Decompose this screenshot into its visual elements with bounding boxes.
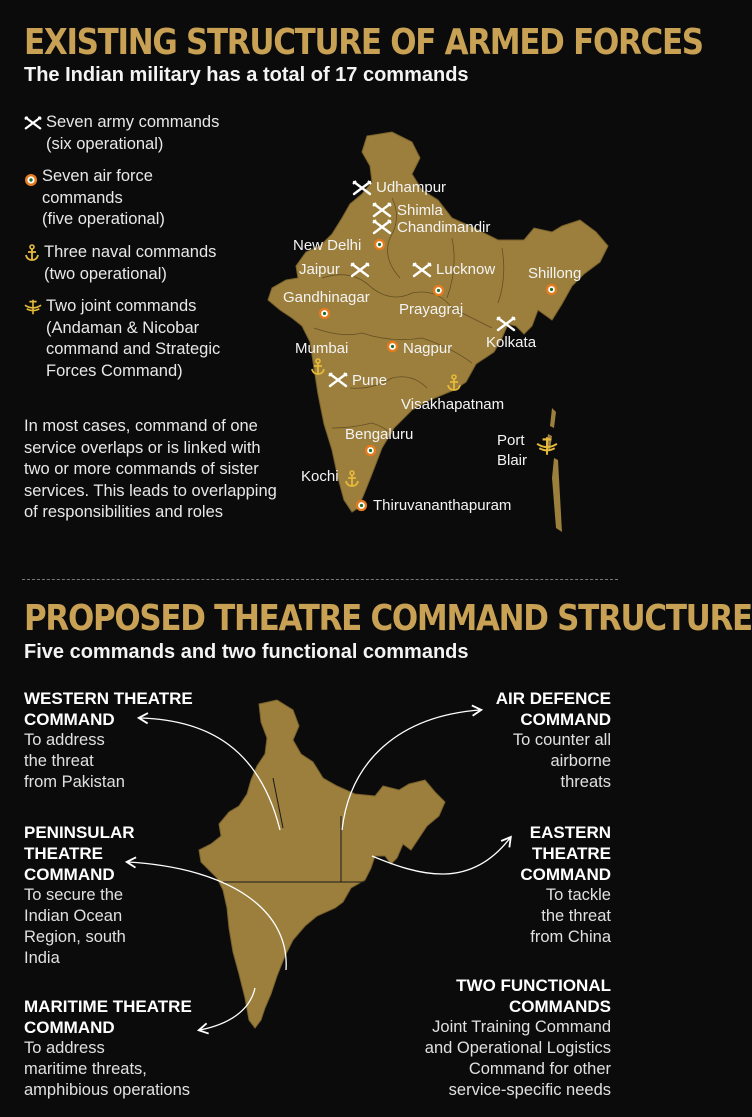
existing-structure-title: EXISTING STRUCTURE OF ARMED FORCES [24,22,703,63]
city-label-visakhapatnam: Visakhapatnam [401,396,505,413]
andaman-islands [546,408,562,532]
city-label-new-delhi: New Delhi [293,237,362,254]
crossed-swords-icon [352,180,372,196]
legend-army-text: Seven army commands (six operational) [46,113,220,153]
city-label-chandimandir: Chandimandir [397,219,491,236]
air-force-roundel-icon [318,307,331,320]
city-label-lucknow: Lucknow [436,261,496,278]
city-label-jaipur: Jaipur [299,261,340,278]
air-defence-command-title: AIR DEFENCE COMMAND [495,689,611,729]
legend-item-air-force [24,166,284,242]
western-command-title: WESTERN THEATRE COMMAND [24,689,193,729]
legend-item-naval [24,242,284,296]
air-force-roundel-icon [373,238,386,251]
city-label-nagpur: Nagpur [403,340,453,357]
legend-air-force-text: Seven air force commands (five operational) [42,167,165,228]
eastern-command-title: EASTERN THEATRE COMMAND [520,823,611,884]
air-force-roundel-icon [24,170,38,190]
city-label-kolkata: Kolkata [486,334,537,351]
joint-command-emblem-icon [24,297,42,317]
city-label-pune: Pune [352,372,388,389]
city-label-prayagraj: Prayagraj [399,301,464,318]
crossed-swords-icon [350,262,370,278]
anchor-icon [344,470,360,488]
joint-command-emblem-icon [536,436,558,456]
city-label-udhampur: Udhampur [376,179,447,196]
proposed-structure-title: PROPOSED THEATRE COMMAND STRUCTURE [24,598,752,639]
crossed-swords-icon [496,316,516,332]
city-label-shillong: Shillong [528,265,582,282]
air-force-roundel-icon [545,283,558,296]
crossed-swords-icon [412,262,432,278]
peninsular-command-desc: To secure the Indian Ocean Region, south India [24,886,126,967]
proposed-structure-subtitle: Five commands and two functional commands [24,641,469,663]
anchor-icon [446,374,462,392]
western-theatre-command [24,688,224,793]
overlap-note: In most cases, command of one service overlaps or is linked with two or more commands of sister services. This leads to overlapping of responsibilities and roles [24,417,277,521]
legend [24,112,284,382]
functional-commands-desc: Joint Training Command and Operational Logistics Command for other service-specific needs [424,1018,611,1099]
maritime-command-title: MARITIME THEATRE COMMAND [24,997,192,1037]
existing-structure-subtitle: The Indian military has a total of 17 commands [24,64,469,86]
city-label-gandhinagar: Gandhinagar [283,289,370,306]
anchor-icon [24,243,40,263]
eastern-command-desc: To tackle the threat from China [530,886,611,946]
legend-joint-text: Two joint commands (Andaman & Nicobar command and Strategic Forces Command) [46,297,221,380]
anchor-icon [310,358,326,376]
peninsular-theatre-command [24,822,224,969]
maritime-theatre-command [24,996,254,1101]
functional-commands-title: TWO FUNCTIONAL COMMANDS [456,976,611,1016]
eastern-theatre-command [411,822,611,948]
air-defence-command [411,688,611,793]
legend-item-army [24,112,284,166]
air-force-roundel-icon [355,499,368,512]
air-force-roundel-icon [432,284,445,297]
maritime-command-desc: To address maritime threats, amphibious operations [24,1039,191,1099]
city-label-shimla: Shimla [397,202,443,219]
crossed-swords-icon [372,202,392,218]
city-label-mumbai: Mumbai [295,340,349,357]
air-defence-command-desc: To counter all airborne threats [512,731,611,791]
air-force-roundel-icon [386,340,399,353]
section-divider [22,579,618,580]
city-label-port-blair: Port Blair [497,432,528,469]
air-force-roundel-icon [364,444,377,457]
city-label-bengaluru: Bengaluru [345,426,414,443]
city-label-thiruvananthapuram: Thiruvananthapuram [373,497,512,514]
crossed-swords-icon [24,113,42,133]
two-functional-commands [371,975,611,1101]
crossed-swords-icon [328,372,348,388]
crossed-swords-icon [372,219,392,235]
western-command-desc: To address the threat from Pakistan [24,731,125,791]
city-label-kochi: Kochi [301,468,339,485]
legend-naval-text: Three naval commands (two operational) [44,243,217,283]
legend-item-joint [24,296,284,382]
peninsular-command-title: PENINSULAR THEATRE COMMAND [24,823,135,884]
